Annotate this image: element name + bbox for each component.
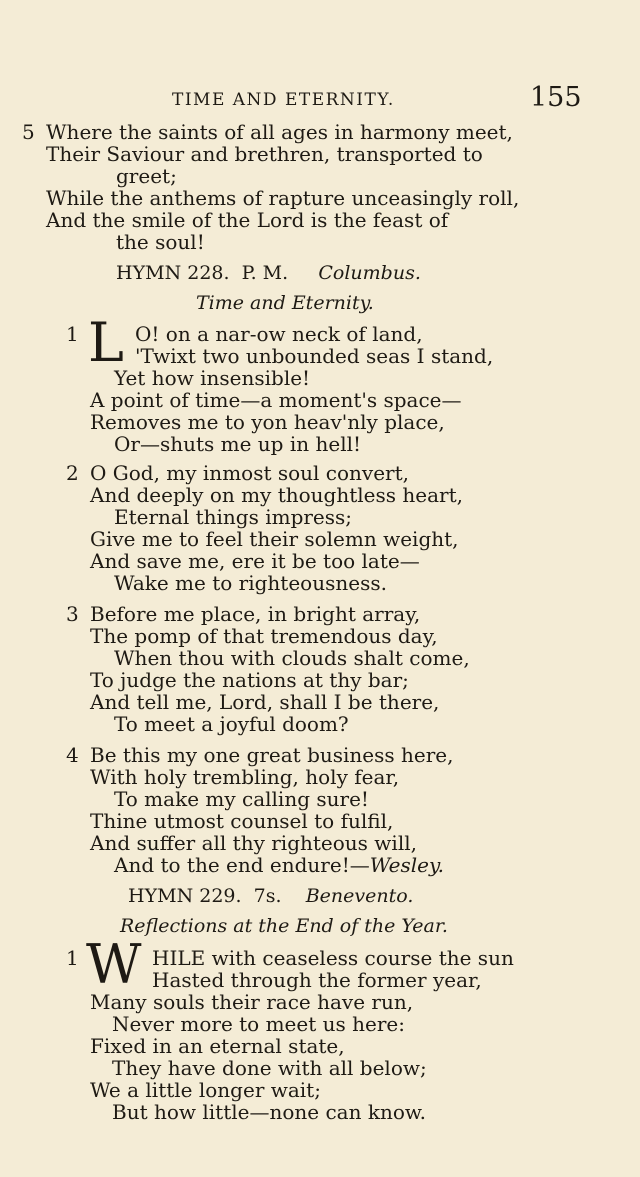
verse-line: Before me place, in bright array, [90, 602, 421, 626]
verse-number: 3 [66, 602, 79, 626]
verse-number: 5 [22, 120, 35, 144]
verse-line: Give me to feel their solemn weight, [90, 527, 459, 551]
verse-line: Wake me to righteousness. [114, 571, 387, 595]
verse-line: Their Saviour and brethren, transported to [46, 142, 483, 166]
drop-cap: W [86, 933, 142, 996]
hymn-228-heading [116, 262, 421, 284]
verse-line: While the anthems of rapture unceasingly roll, [46, 186, 520, 210]
hymn-228-subtitle: Time and Eternity. [196, 292, 374, 314]
verse-line: Thine utmost counsel to fulfil, [90, 809, 394, 833]
verse-line: Hasted through the former year, [152, 968, 482, 992]
running-title: TIME AND ETERNITY. [172, 90, 395, 110]
page-number: 155 [530, 82, 582, 113]
verse-number: 1 [66, 946, 79, 970]
verse-number: 1 [66, 322, 79, 346]
verse-line: O God, my inmost soul convert, [90, 461, 410, 485]
verse-number: 4 [66, 743, 79, 767]
hymn-author: Wesley. [369, 853, 445, 877]
hymn-meter: 7s. [253, 885, 282, 907]
verse-line: Where the saints of all ages in harmony meet, [46, 120, 513, 144]
verse-line: the soul! [116, 230, 205, 254]
verse-line: greet; [116, 164, 177, 188]
verse-line: And suffer all thy righteous will, [90, 831, 417, 855]
verse-line: A point of time—a moment's space— [90, 388, 462, 412]
verse-line-with-author [114, 854, 444, 876]
verse-line: And save me, ere it be too late— [90, 549, 420, 573]
verse-line: Many souls their race have run, [90, 990, 414, 1014]
verse-number: 2 [66, 461, 79, 485]
verse-line: To meet a joyful doom? [114, 712, 349, 736]
hymn-number: HYMN 229. [128, 885, 242, 907]
verse-line: Eternal things impress; [114, 505, 353, 529]
verse-line: They have done with all below; [112, 1056, 427, 1080]
hymn-229-heading [128, 885, 413, 907]
verse-line: Removes me to yon heav'nly place, [90, 410, 445, 434]
hymn-number: HYMN 228. [116, 262, 230, 284]
verse-line: We a little longer wait; [90, 1078, 321, 1102]
verse-line: To make my calling sure! [114, 787, 369, 811]
verse-line: And the smile of the Lord is the feast of [46, 208, 449, 232]
verse-line: But how little—none can know. [112, 1100, 426, 1124]
page-header [0, 84, 640, 116]
verse-line: To judge the nations at thy bar; [90, 668, 409, 692]
verse-line: And tell me, Lord, shall I be there, [90, 690, 440, 714]
verse-line: Or—shuts me up in hell! [114, 432, 362, 456]
verse-line: Be this my one great business here, [90, 743, 454, 767]
hymn-tune: Benevento. [305, 885, 414, 907]
verse-line: The pomp of that tremendous day, [90, 624, 438, 648]
verse-line: And deeply on my thoughtless heart, [90, 483, 463, 507]
hymn-tune: Columbus. [318, 262, 421, 284]
verse-line: HILE with ceaseless course the sun [152, 946, 514, 970]
verse-line: When thou with clouds shalt come, [114, 646, 470, 670]
hymn-meter: P. M. [241, 262, 289, 284]
verse-line: And to the end endure!— [114, 853, 370, 877]
verse-line: O! on a nar-ow neck of land, [135, 322, 423, 346]
hymn-229-subtitle: Reflections at the End of the Year. [120, 915, 448, 937]
verse-line: Never more to meet us here: [112, 1012, 405, 1036]
drop-cap: L [88, 311, 124, 374]
verse-line: Yet how insensible! [114, 366, 311, 390]
verse-line: 'Twixt two unbounded seas I stand, [135, 344, 494, 368]
verse-line: With holy trembling, holy fear, [90, 765, 400, 789]
verse-line: Fixed in an eternal state, [90, 1034, 345, 1058]
